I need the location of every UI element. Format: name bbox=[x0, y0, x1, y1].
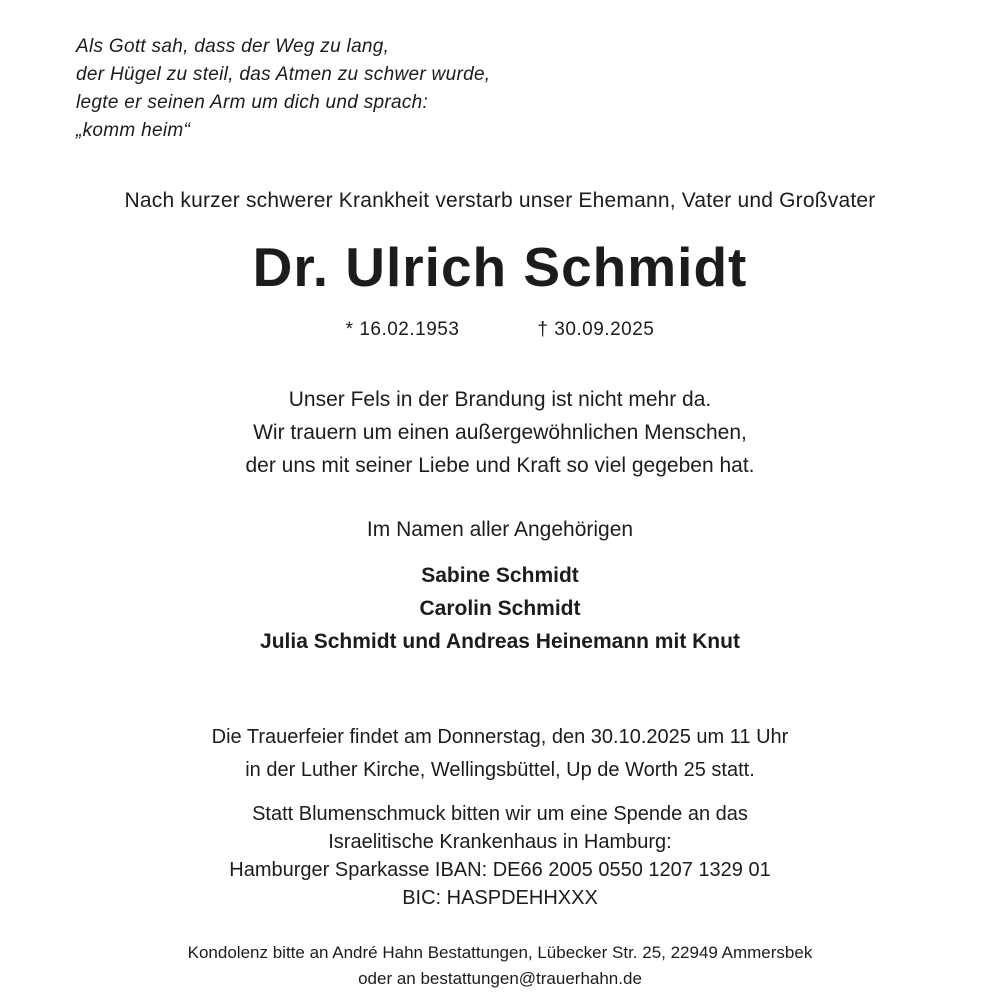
death-date: † 30.09.2025 bbox=[537, 319, 655, 340]
condolence-details bbox=[0, 940, 1000, 992]
birth-date: * 16.02.1953 bbox=[345, 319, 460, 340]
tribute-line: der uns mit seiner Liebe und Kraft so viel gegeben hat. bbox=[245, 454, 755, 477]
family-names bbox=[0, 559, 1000, 658]
tribute-line: Unser Fels in der Brandung ist nicht mehr da. bbox=[288, 388, 712, 411]
verse-line: „komm heim“ bbox=[76, 120, 191, 141]
donation-details bbox=[0, 800, 1000, 912]
verse-line: Als Gott sah, dass der Weg zu lang, bbox=[76, 36, 390, 57]
family-name: Sabine Schmidt bbox=[421, 564, 579, 587]
family-name: Julia Schmidt und Andreas Heinemann mit Knut bbox=[260, 630, 740, 653]
opening-verse bbox=[0, 0, 1000, 145]
donation-line: Hamburger Sparkasse IBAN: DE66 2005 0550 1207 1329 01 bbox=[229, 859, 771, 881]
donation-line: Israelitische Krankenhaus in Hamburg: bbox=[328, 831, 672, 853]
donation-line: BIC: HASPDEHHXXX bbox=[402, 887, 598, 909]
verse-line: der Hügel zu steil, das Atmen zu schwer wurde, bbox=[76, 64, 491, 85]
funeral-line: Die Trauerfeier findet am Donnerstag, den 30.10.2025 um 11 Uhr bbox=[211, 726, 789, 748]
announcement-line: Nach kurzer schwerer Krankheit verstarb unser Ehemann, Vater und Großvater bbox=[124, 189, 876, 212]
condolence-line: Kondolenz bitte an André Hahn Bestattungen, Lübecker Str. 25, 22949 Ammersbek bbox=[187, 943, 813, 962]
life-dates bbox=[0, 319, 1000, 341]
deceased-name: Dr. Ulrich Schmidt bbox=[252, 236, 748, 298]
funeral-details bbox=[0, 721, 1000, 787]
donation-line: Statt Blumenschmuck bitten wir um eine Spende an das bbox=[252, 803, 748, 825]
family-name: Carolin Schmidt bbox=[419, 597, 581, 620]
verse-line: legte er seinen Arm um dich und sprach: bbox=[76, 92, 429, 113]
funeral-line: in der Luther Kirche, Wellingsbüttel, Up de Worth 25 statt. bbox=[245, 759, 755, 781]
on-behalf-line: Im Namen aller Angehörigen bbox=[366, 518, 634, 541]
condolence-line: oder an bestattungen@trauerhahn.de bbox=[358, 969, 642, 988]
tribute-line: Wir trauern um einen außergewöhnlichen Menschen, bbox=[253, 421, 747, 444]
tribute-text bbox=[0, 383, 1000, 482]
